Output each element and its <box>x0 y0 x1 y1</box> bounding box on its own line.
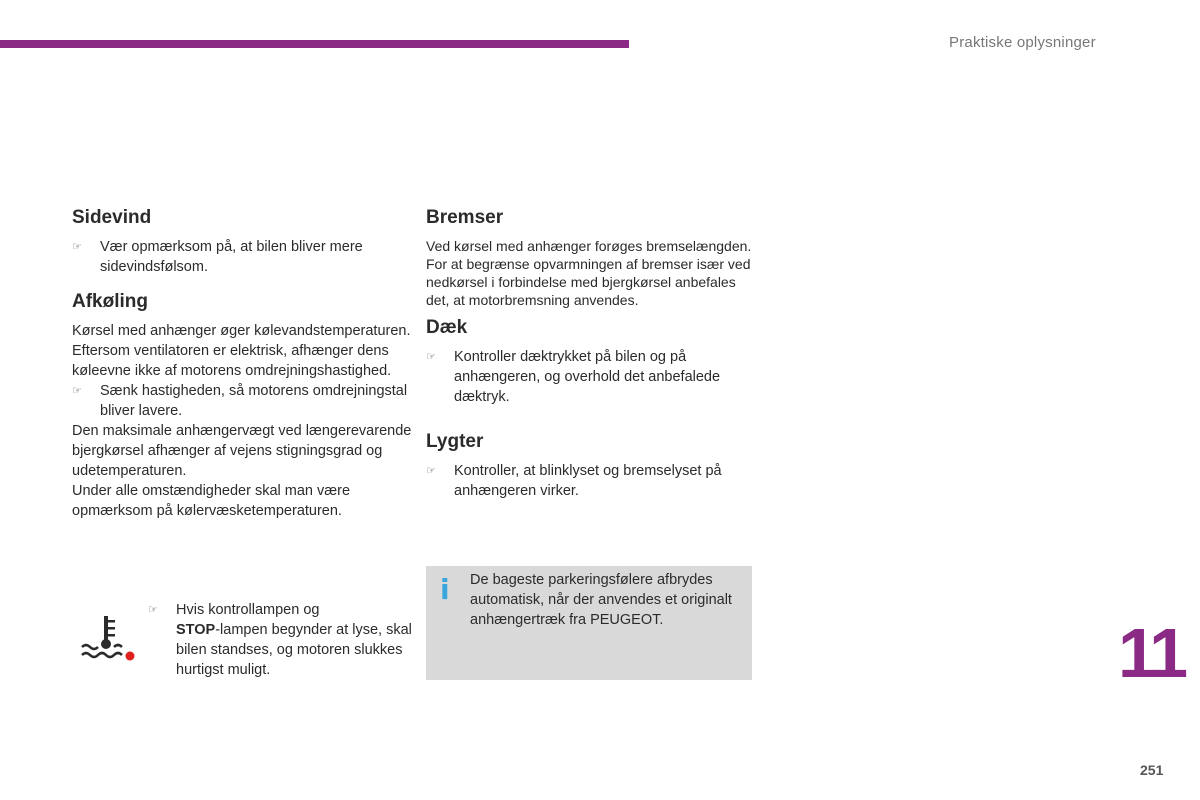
page-number: 251 <box>1140 762 1164 778</box>
paragraph: Ved kørsel med anhænger forøges bremselængden. <box>426 238 752 254</box>
header-accent-bar <box>0 40 629 48</box>
coolant-warning <box>72 600 412 690</box>
heading-daek: Dæk <box>426 317 468 338</box>
left-column <box>72 207 412 521</box>
paragraph: Eftersom ventilatoren er elektrisk, afhænger dens køleevne ikke af motorens omdrejningshastighed. <box>72 343 392 379</box>
info-box <box>426 566 752 680</box>
paragraph: Under alle omstændigheder skal man være opmærksom på kølervæsketemperaturen. <box>72 483 351 519</box>
info-icon: i <box>440 573 450 606</box>
bullet-text: Kontroller dæktrykket på bilen og på anhængeren, og overhold det anbefalede dæktryk. <box>454 349 721 405</box>
bullet-icon: ☞ <box>72 385 82 397</box>
bullet-daek <box>426 347 756 407</box>
heading-bremser: Bremser <box>426 207 504 228</box>
heading-lygter: Lygter <box>426 431 484 452</box>
paragraph: Den maksimale anhængervægt ved længerevarende bjergkørsel afhænger af vejens stigningsgrad og udetemperaturen. <box>72 423 412 479</box>
bullet-icon: ☞ <box>426 351 436 363</box>
bullet-sidevind <box>72 237 412 277</box>
warning-text: -lampen begynder at lyse, skal bilen standses, og motoren slukkes hurtigst muligt. <box>176 622 412 678</box>
paragraph: Kørsel med anhænger øger kølevandstemperaturen. <box>72 323 411 339</box>
warning-bullet <box>148 600 436 680</box>
chapter-number: 11 <box>1118 614 1184 692</box>
info-text: De bageste parkeringsfølere afbrydes automatisk, når der anvendes et originalt anhængertræk fra PEUGEOT. <box>470 572 732 628</box>
bullet-icon: ☞ <box>426 465 436 477</box>
bullet-icon: ☞ <box>148 604 158 616</box>
right-column <box>426 207 756 501</box>
paragraph: For at begrænse opvarmningen af bremser især ved nedkørsel i forbindelse med bjergkørsel anbefales det, at motorbremsning anvendes. <box>426 256 751 308</box>
heading-afkoeling: Afkøling <box>72 291 148 312</box>
coolant-temperature-icon <box>78 614 136 664</box>
section-label: Praktiske oplysninger <box>949 34 1096 51</box>
bullet-text: Kontroller, at blinklyset og bremselyset på anhængeren virker. <box>454 463 722 499</box>
warning-text: Hvis kontrollampen og <box>176 602 320 618</box>
bullet-text: Sænk hastigheden, så motorens omdrejningstal bliver lavere. <box>100 383 408 419</box>
bullet-icon: ☞ <box>72 241 82 253</box>
heading-sidevind: Sidevind <box>72 207 152 228</box>
bullet-afkoeling <box>72 381 412 421</box>
bullet-lygter <box>426 461 756 501</box>
stop-label: STOP <box>176 622 216 638</box>
bullet-text: Vær opmærksom på, at bilen bliver mere sidevindsfølsom. <box>100 239 363 275</box>
